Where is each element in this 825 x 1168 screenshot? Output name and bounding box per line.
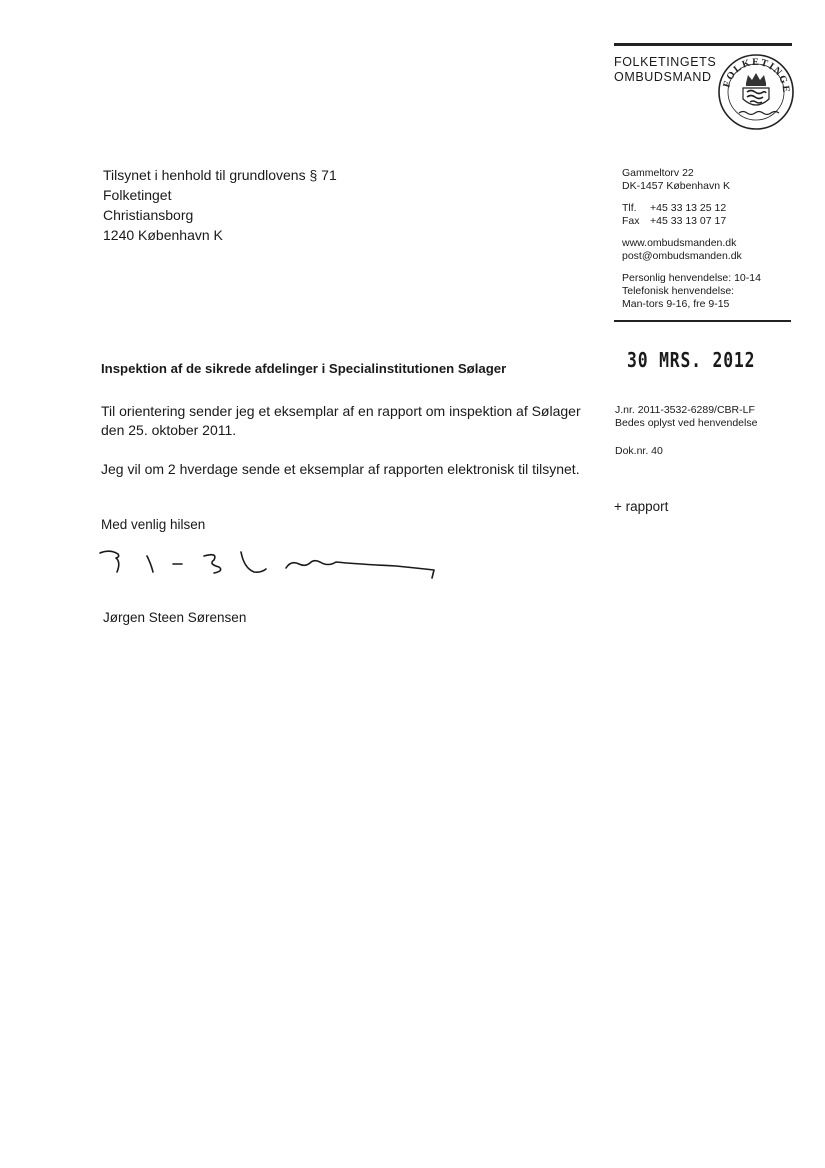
recipient-line: Christiansborg	[103, 207, 194, 223]
visiting-hours: Personlig henvendelse: 10-14	[622, 272, 761, 284]
document-number: Dok.nr. 40	[615, 445, 663, 457]
phone-hours-label: Telefonisk henvendelse:	[622, 285, 735, 297]
website-link[interactable]: www.ombudsmanden.dk	[622, 237, 737, 249]
fax-label: Fax	[622, 215, 640, 227]
letter-subject: Inspektion af de sikrede afdelinger i Specialinstitutionen Sølager	[101, 361, 507, 376]
recipient-line: Tilsynet i henhold til grundlovens § 71	[103, 167, 337, 183]
letterhead-top-rule	[614, 43, 792, 46]
signer-name: Jørgen Steen Sørensen	[103, 610, 247, 625]
phone-number: +45 33 13 25 12	[650, 202, 727, 214]
organization-name-line2: OMBUDSMAND	[614, 70, 712, 84]
letter-paragraph-2	[101, 460, 580, 479]
recipient-address	[103, 165, 337, 245]
organization-name-line1: FOLKETINGETS	[614, 55, 717, 69]
phone-hours: Man-tors 9-16, fre 9-15	[622, 298, 730, 310]
svg-text:FOLKETINGET: FOLKETINGE	[721, 56, 792, 95]
recipient-line: 1240 København K	[103, 227, 223, 243]
letter-paragraph-1	[101, 402, 581, 440]
crown-seal-icon	[717, 53, 795, 131]
recipient-line: Folketinget	[103, 187, 172, 203]
organization-name	[614, 55, 716, 85]
sender-street: Gammeltorv 22	[622, 167, 694, 179]
closing-greeting: Med venlig hilsen	[101, 517, 206, 532]
fax-number: +45 33 13 07 17	[650, 215, 727, 227]
attachment-note: + rapport	[614, 499, 669, 514]
email-link[interactable]: post@ombudsmanden.dk	[622, 250, 742, 262]
date-stamp: 30 MRS. 2012	[627, 348, 756, 372]
body-line: Til orientering sender jeg et eksemplar af en rapport om inspektion af Sølager	[101, 403, 581, 419]
phone-label: Tlf.	[622, 202, 637, 214]
sender-city: DK-1457 København K	[622, 180, 730, 192]
body-line: Jeg vil om 2 hverdage sende et eksemplar af rapporten elektronisk til tilsynet.	[101, 461, 580, 477]
body-line: den 25. oktober 2011.	[101, 422, 237, 438]
journal-number: J.nr. 2011-3532-6289/CBR-LF	[615, 404, 755, 416]
handwritten-signature	[96, 544, 441, 584]
contact-bottom-rule	[614, 320, 791, 322]
journal-number-note: Bedes oplyst ved henvendelse	[615, 417, 758, 429]
